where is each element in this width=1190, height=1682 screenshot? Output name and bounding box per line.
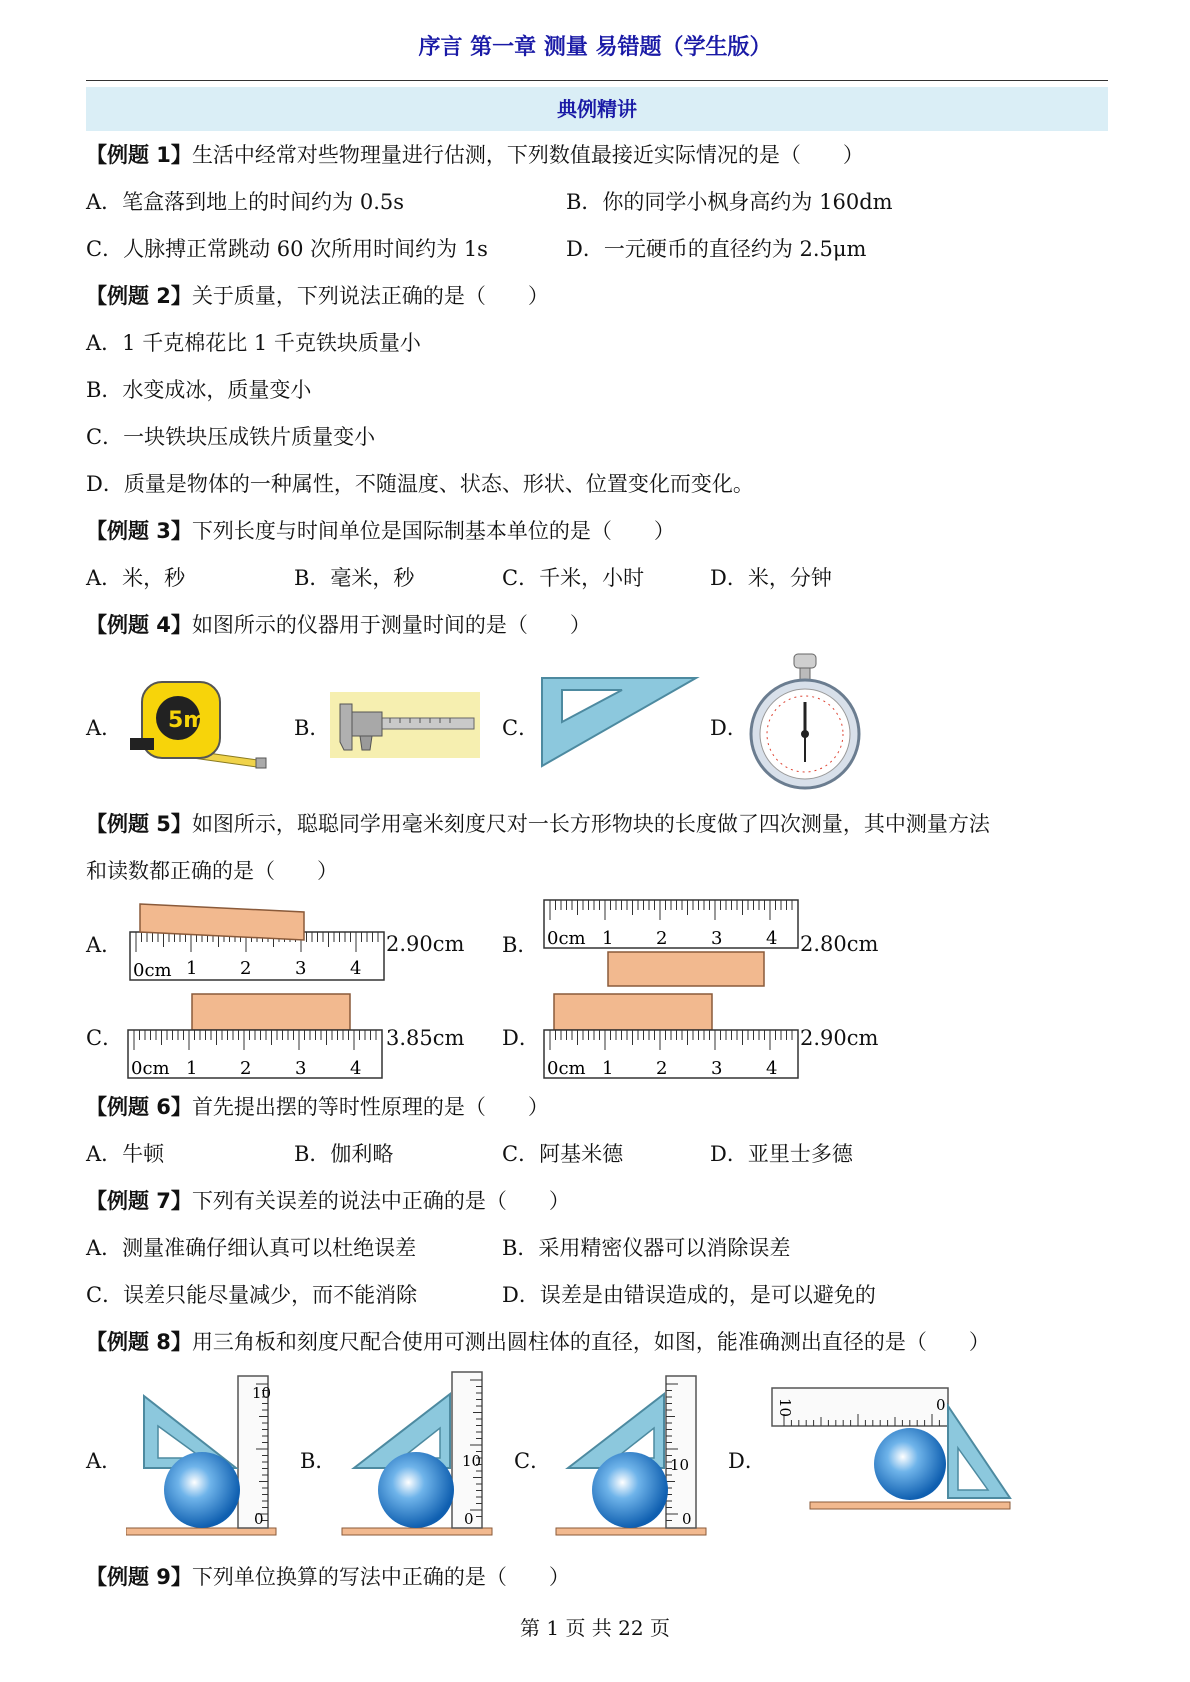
q1-option-d: D．一元硬币的直径约为 2.5μm (566, 237, 867, 261)
q6-label: 【例题 6】 (86, 1095, 192, 1119)
q2-option-a: A．1 千克棉花比 1 千克铁块质量小 (86, 331, 421, 355)
q7-option-b: B．采用精密仪器可以消除误差 (502, 1236, 791, 1260)
q8-figure-c (554, 1374, 714, 1538)
ruler-d-tick-0: 0cm (547, 1058, 586, 1079)
title-rule (86, 80, 1108, 81)
q8-figure-d (770, 1386, 1020, 1516)
q8-option-a-label: A． (86, 1449, 123, 1473)
q4-stem: 如图所示的仪器用于测量时间的是（ ） (191, 613, 591, 637)
ruler-a-tick-2: 2 (240, 958, 252, 979)
q8-a-ruler-10: 10 (252, 1384, 272, 1402)
q5-readout-b: 2.80cm (800, 932, 879, 956)
q5-readout-d: 2.90cm (800, 1026, 879, 1050)
q5-option-a-label: A． (86, 933, 123, 957)
q6-option-b: B．伽利略 (294, 1142, 394, 1166)
q2-option-b: B．水变成冰，质量变小 (86, 378, 312, 402)
q9-stem-line (86, 1562, 570, 1592)
q1-stem-line (86, 140, 864, 170)
ruler-c-tick-0: 0cm (131, 1058, 170, 1079)
q4-option-b-label: B． (294, 716, 331, 740)
q8-label: 【例题 8】 (86, 1330, 192, 1354)
q5-label: 【例题 5】 (86, 812, 192, 836)
q7-stem-line (86, 1186, 570, 1216)
q7-option-d: D．误差是由错误造成的，是可以避免的 (502, 1283, 876, 1307)
q1-option-a: A．笔盒落到地上的时间约为 0.5s (86, 190, 405, 214)
q1-option-b: B．你的同学小枫身高约为 160dm (566, 190, 893, 214)
q3-option-d: D．米，分钟 (710, 566, 832, 590)
q8-b-ruler-0: 0 (464, 1510, 474, 1528)
q2-stem-line (86, 281, 549, 311)
ruler-d-tick-4: 4 (766, 1058, 778, 1079)
q6-option-d: D．亚里士多德 (710, 1142, 853, 1166)
ruler-a-tick-4: 4 (350, 958, 362, 979)
q7-stem: 下列有关误差的说法中正确的是（ ） (191, 1189, 570, 1213)
q5-figure-d (542, 992, 802, 1082)
q5-stem-line-2: 和读数都正确的是（ ） (86, 859, 338, 883)
q5-figure-a (128, 898, 388, 984)
q8-option-d-label: D． (728, 1449, 766, 1473)
q8-c-ruler-10: 10 (670, 1456, 690, 1474)
q4-option-d-label: D． (710, 716, 748, 740)
vernier-caliper-figure (330, 692, 480, 758)
q6-stem: 首先提出摆的等时性原理的是（ ） (191, 1095, 549, 1119)
q2-option-c: C．一块铁块压成铁片质量变小 (86, 425, 376, 449)
ruler-c-tick-4: 4 (350, 1058, 362, 1079)
section-heading: 典例精讲 (86, 87, 1108, 131)
q8-option-c-label: C． (514, 1449, 552, 1473)
q8-figure-b (340, 1370, 500, 1538)
ruler-a-tick-3: 3 (295, 958, 307, 979)
q5-option-c-label: C． (86, 1026, 124, 1050)
q5-readout-c: 3.85cm (386, 1026, 465, 1050)
ruler-d-tick-1: 1 (602, 1058, 614, 1079)
q6-stem-line (86, 1092, 549, 1122)
q2-option-d: D．质量是物体的一种属性，不随温度、状态、形状、位置变化而变化。 (86, 472, 754, 496)
ruler-b-tick-1: 1 (602, 928, 614, 949)
q2-stem: 关于质量，下列说法正确的是（ ） (191, 284, 549, 308)
page-title: 序言 第一章 测量 易错题（学生版） (418, 35, 772, 60)
q8-figure-a (126, 1374, 286, 1538)
q7-option-a: A．测量准确仔细认真可以杜绝误差 (86, 1236, 417, 1260)
q7-label: 【例题 7】 (86, 1189, 192, 1213)
tape-measure-text: 5m (168, 708, 207, 733)
q5-stem-line-1 (86, 809, 990, 839)
q1-stem: 生活中经常对些物理量进行估测，下列数值最接近实际情况的是（ ） (191, 143, 864, 167)
q5-readout-a: 2.90cm (386, 932, 465, 956)
stopwatch-figure (746, 650, 866, 792)
q6-option-a: A．牛顿 (86, 1142, 165, 1166)
ruler-b-tick-0: 0cm (547, 928, 586, 949)
ruler-c-tick-1: 1 (186, 1058, 198, 1079)
ruler-b-tick-2: 2 (656, 928, 668, 949)
q1-label: 【例题 1】 (86, 143, 192, 167)
q8-stem-line (86, 1327, 990, 1357)
q5-figure-c (126, 992, 386, 1082)
q3-stem-line (86, 516, 675, 546)
q3-option-a: A．米，秒 (86, 566, 186, 590)
q8-option-b-label: B． (300, 1449, 337, 1473)
q1-option-c: C．人脉搏正常跳动 60 次所用时间约为 1s (86, 237, 488, 261)
triangle-ruler-figure (540, 676, 700, 770)
ruler-a-tick-0: 0cm (133, 960, 172, 981)
q3-label: 【例题 3】 (86, 519, 192, 543)
q5-figure-b (542, 898, 802, 988)
q8-stem: 用三角板和刻度尺配合使用可测出圆柱体的直径，如图，能准确测出直径的是（ ） (191, 1330, 990, 1354)
q5-option-d-label: D． (502, 1026, 540, 1050)
q5-stem-part-1: 如图所示，聪聪同学用毫米刻度尺对一长方形物块的长度做了四次测量，其中测量方法 (191, 812, 990, 836)
q8-a-ruler-0: 0 (254, 1510, 264, 1528)
ruler-b-tick-3: 3 (711, 928, 723, 949)
q6-option-c: C．阿基米德 (502, 1142, 624, 1166)
q4-label: 【例题 4】 (86, 613, 192, 637)
ruler-d-tick-2: 2 (656, 1058, 668, 1079)
q8-b-ruler-10: 10 (462, 1452, 482, 1470)
q8-d-ruler-10: 10 (776, 1398, 794, 1418)
q3-option-c: C．千米，小时 (502, 566, 645, 590)
tape-measure-figure (124, 672, 274, 772)
ruler-b-tick-4: 4 (766, 928, 778, 949)
q9-label: 【例题 9】 (86, 1565, 192, 1589)
q8-d-ruler-0: 0 (936, 1396, 946, 1414)
q2-label: 【例题 2】 (86, 284, 192, 308)
q3-stem: 下列长度与时间单位是国际制基本单位的是（ ） (191, 519, 675, 543)
q9-stem: 下列单位换算的写法中正确的是（ ） (191, 1565, 570, 1589)
q4-stem-line (86, 610, 591, 640)
q8-c-ruler-0: 0 (682, 1510, 692, 1528)
page-footer: 第 1 页 共 22 页 (520, 1616, 670, 1640)
q3-option-b: B．毫米，秒 (294, 566, 415, 590)
ruler-c-tick-2: 2 (240, 1058, 252, 1079)
q5-option-b-label: B． (502, 933, 539, 957)
q4-option-a-label: A． (86, 716, 123, 740)
ruler-c-tick-3: 3 (295, 1058, 307, 1079)
ruler-a-tick-1: 1 (186, 958, 198, 979)
q7-option-c: C．误差只能尽量减少，而不能消除 (86, 1283, 418, 1307)
ruler-d-tick-3: 3 (711, 1058, 723, 1079)
q4-option-c-label: C． (502, 716, 540, 740)
